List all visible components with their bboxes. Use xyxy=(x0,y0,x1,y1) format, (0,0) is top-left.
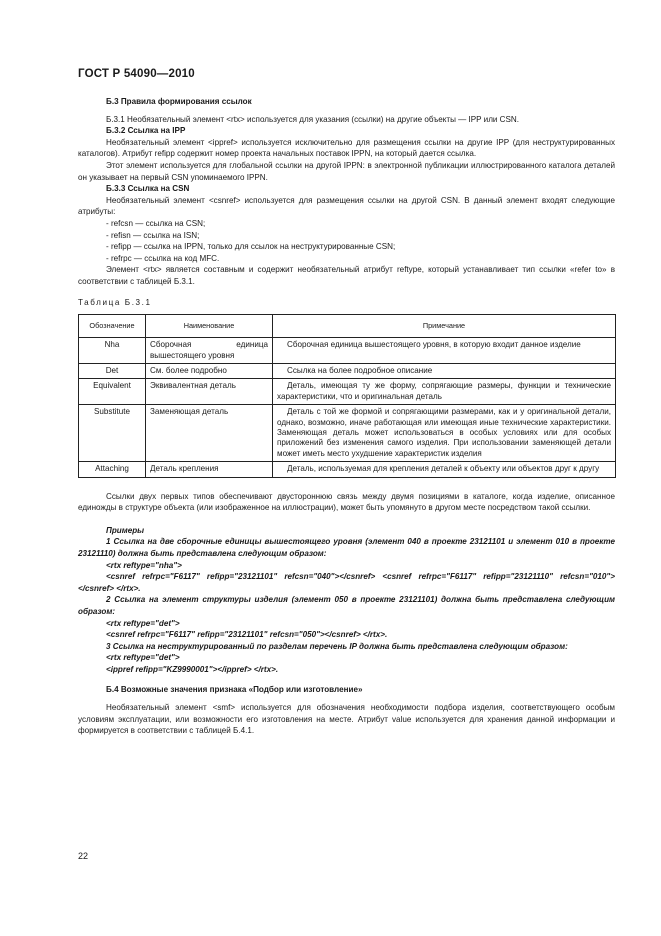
reference-types-table xyxy=(78,314,616,477)
example-1-code-open: <rtx reftype="nha"> xyxy=(106,560,182,570)
example-3-code-open: <rtx reftype="det"> xyxy=(106,653,180,663)
page-content xyxy=(78,96,615,737)
cell-designation: Substitute xyxy=(79,405,146,462)
example-1-text: 1 Ссылка на две сборочные единицы вышестоящего уровня (элемент 040 в проекте 23121101 и элемент 010 в проекте 23121110) должна быть представлена следующим образом: xyxy=(78,537,615,558)
cell-designation: Equivalent xyxy=(79,379,146,405)
example-1-code-body: <csnref refrpc="F6117" refipp="23121101" refcsn="040"></csnref> <csnref refrpc="F6117" refipp="23121110" refcsn="010"></csnref> </rtx>. xyxy=(78,572,615,593)
example-2-code-open: <rtx reftype="det"> xyxy=(106,618,180,628)
table-header-row xyxy=(79,315,616,338)
cell-name: Эквивалентная деталь xyxy=(146,379,273,405)
cell-designation: Det xyxy=(79,363,146,378)
cell-name: См. более подробно xyxy=(146,363,273,378)
section-b3-2-heading: Б.3.2 Ссылка на IPP xyxy=(106,126,186,136)
column-header-designation: Обозначение xyxy=(79,315,146,338)
cell-note: Ссылка на более подробное описание xyxy=(273,363,616,378)
page-number: 22 xyxy=(78,851,89,861)
cell-note: Деталь, имеющая ту же форму, сопрягающие размеры, функции и технические характеристики, что и оригинальная деталь xyxy=(273,379,616,405)
example-3-text: 3 Ссылка на неструктурированный по разделам перечень IP должна быть представлена следующим образом: xyxy=(106,641,568,651)
example-2-code-body: <csnref refrpc="F6117" refipp="23121101" refcsn="050"></csnref> </rtx>. xyxy=(106,630,388,640)
section-b3-2-para-2: Этот элемент используется для глобальной ссылки на другой IPPN: в электронной публикации иллюстрированного каталога деталей он указывает на первый CSN упоминаемого IPPN. xyxy=(78,160,615,182)
table-caption: Таблица Б.3.1 xyxy=(78,297,152,307)
attribute-item: - refrpc — ссылка на код MFC. xyxy=(106,253,220,263)
attribute-item: - refisn — ссылка на ISN; xyxy=(106,230,200,240)
cell-designation: Attaching xyxy=(79,462,146,477)
table-row xyxy=(79,379,616,405)
table-row xyxy=(79,462,616,477)
section-b3-2-para-1: Необязательный элемент <ippref> используется исключительно для размещения ссылки на другие IPP (для неструктурированных каталогов). Атрибут refipp содержит номер проекта начальных поставок IPPN, на который дается ссылка. xyxy=(78,137,615,159)
cell-note: Сборочная единица вышестоящего уровня, в которую входит данное изделие xyxy=(273,338,616,364)
section-b3-1: Б.3.1 Необязательный элемент <rtx> используется для указания (ссылки) на другие объекты — IPP или CSN. xyxy=(106,114,520,124)
attribute-item: - refipp — ссылка на IPPN, только для ссылок на неструктурированные CSN; xyxy=(106,242,396,252)
table-row xyxy=(79,363,616,378)
section-b3-heading: Б.3 Правила формирования ссылок xyxy=(106,97,252,106)
table-row xyxy=(79,405,616,462)
cell-note: Деталь, используемая для крепления деталей к объекту или объектов друг к другу xyxy=(273,462,616,477)
section-b3-3-para-2: Элемент <rtx> является составным и содержит необязательный атрибут reftype, который устанавливает тип ссылки «refer to» в соответствии с таблицей Б.3.1. xyxy=(78,265,615,286)
section-b3-3-heading: Б.3.3 Ссылка на CSN xyxy=(106,184,190,194)
section-b4-heading: Б.4 Возможные значения признака «Подбор или изготовление» xyxy=(106,685,363,695)
column-header-name: Наименование xyxy=(146,315,273,338)
document-header: ГОСТ Р 54090—2010 xyxy=(78,68,195,80)
after-table-paragraph: Ссылки двух первых типов обеспечивают двустороннюю связь между двумя позициями в каталоге, когда изделие, описанное единожды в структуре объекта (или изображенное на иллюстрации), может быть упомянуто в другом месте посредством такой ссылки. xyxy=(78,491,615,513)
table-row xyxy=(79,338,616,364)
examples-heading: Примеры xyxy=(106,525,145,535)
cell-name: Сборочная единица вышестоящего уровня xyxy=(146,338,273,364)
cell-designation: Nha xyxy=(79,338,146,364)
cell-name: Заменяющая деталь xyxy=(146,405,273,462)
section-b3-3-para-1: Необязательный элемент <csnref> используется для размещения ссылки на другой CSN. В данный элемент входят следующие атрибуты: xyxy=(78,195,615,217)
attribute-item: - refcsn — ссылка на CSN; xyxy=(106,218,206,228)
cell-note: Деталь с той же формой и сопрягающими размерами, как и у оригинальной детали, однако, возможно, иначе работающая или имеющая иные технические характеристики. Заменяющая деталь может использоваться в особых условиях или для особых приложений без изменения самого изделия. При использовании заменяющей детали может иметь место ухудшение характеристик изделия xyxy=(273,405,616,462)
example-3-code-body: <ippref refipp="KZ9990001"></ippref> </rtx>. xyxy=(106,664,279,674)
example-2-text: 2 Ссылка на элемент структуры изделия (элемент 050 в проекте 23121101) должна быть представлена следующим образом: xyxy=(78,595,615,616)
cell-name: Деталь крепления xyxy=(146,462,273,477)
section-b4-para-1: Необязательный элемент <smf> используется для обозначения необходимости подбора изделия, соответствующего особым условиям эксплуатации, или возможности его изготовления на месте. Атрибут value используется для хранения данной информации и формируется в соответствии с таблицей Б.4.1. xyxy=(78,703,615,736)
column-header-note: Примечание xyxy=(273,315,616,338)
